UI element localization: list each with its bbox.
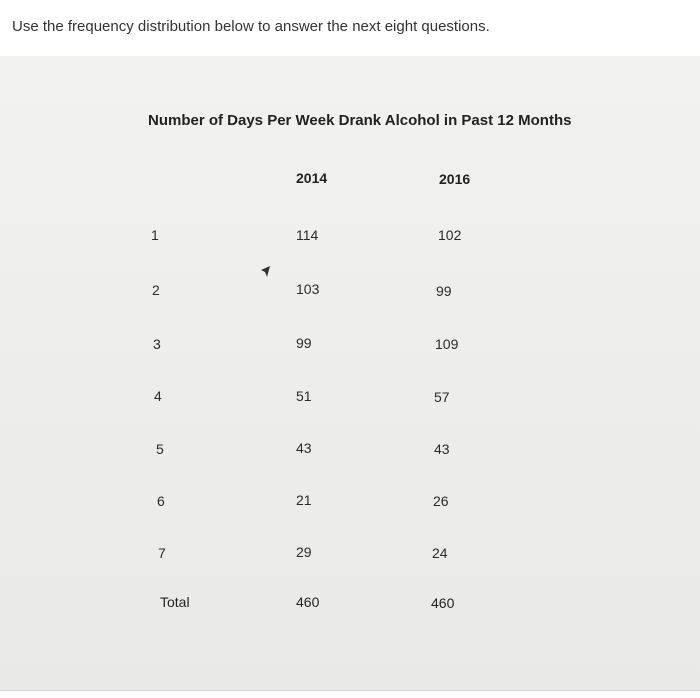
cell-2016-days-2: 99 [436, 283, 452, 299]
cell-2016-days-6: 26 [433, 493, 449, 509]
row-days-5: 5 [156, 441, 164, 457]
cell-2016-days-4: 57 [434, 389, 450, 405]
row-days-3: 3 [153, 336, 161, 352]
column-header-2016: 2016 [439, 171, 471, 187]
cell-2014-days-3: 99 [296, 335, 312, 351]
total-2014: 460 [296, 594, 320, 610]
cell-2016-days-3: 109 [435, 336, 459, 352]
row-days-1: 1 [151, 227, 159, 243]
row-days-7: 7 [158, 545, 166, 561]
row-days-6: 6 [157, 493, 165, 509]
column-header-2014: 2014 [296, 170, 328, 186]
row-days-4: 4 [154, 388, 162, 404]
row-days-2: 2 [152, 282, 160, 298]
instruction-bar [0, 0, 700, 56]
cell-2014-days-7: 29 [296, 544, 312, 560]
cell-2016-days-5: 43 [434, 441, 450, 457]
cell-2014-days-6: 21 [296, 492, 312, 508]
cell-2016-days-1: 102 [438, 227, 462, 243]
instruction-text: Use the frequency distribution below to answer the next eight questions. [12, 18, 490, 35]
total-2016: 460 [431, 595, 455, 611]
cell-2014-days-1: 114 [296, 227, 319, 243]
cell-2016-days-7: 24 [432, 545, 448, 561]
mouse-cursor-icon [259, 265, 273, 279]
cell-2014-days-5: 43 [296, 440, 312, 456]
table-title: Number of Days Per Week Drank Alcohol in Past 12 Months [148, 112, 572, 129]
cell-2014-days-4: 51 [296, 388, 312, 404]
cell-2014-days-2: 103 [296, 281, 320, 297]
total-label: Total [160, 594, 190, 610]
